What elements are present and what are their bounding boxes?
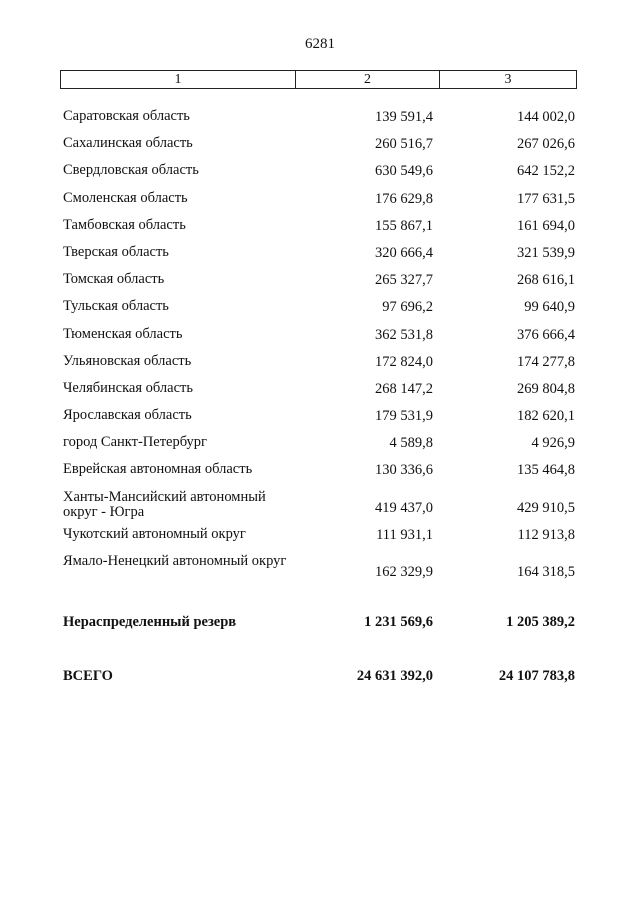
region-value-2: 155 867,1 [375,217,433,234]
reserve-value-3: 1 205 389,2 [506,614,575,630]
total-value-2: 24 631 392,0 [356,668,433,684]
region-name: Челябинская область [63,379,193,396]
region-name: Тверская область [63,243,169,260]
region-value-3: 182 620,1 [517,408,575,425]
region-name: Чукотский автономный округ [63,525,246,542]
region-value-2: 268 147,2 [375,380,433,397]
table-row [0,160,640,187]
table-row [0,242,640,269]
table-row [0,487,640,524]
region-value-3: 174 277,8 [517,353,575,370]
table-row [0,378,640,405]
region-value-3: 144 002,0 [517,109,575,125]
column-header-1: 1 [61,71,296,89]
region-value-2: 139 591,4 [375,109,433,125]
region-value-3: 269 804,8 [517,380,575,397]
column-header-3: 3 [440,71,577,89]
table-row [0,296,640,323]
region-value-2: 172 824,0 [375,353,433,370]
region-name: город Санкт-Петербург [63,434,208,451]
region-name: Тульская область [63,298,169,315]
region-value-2: 265 327,7 [375,272,433,289]
table-row [0,133,640,160]
region-value-3: 99 640,9 [524,299,575,316]
reserve-value-2: 1 231 569,6 [364,614,433,630]
table-row [0,324,640,351]
column-header-table [60,70,577,89]
region-value-2: 419 437,0 [375,499,433,516]
total-value-3: 24 107 783,8 [498,668,575,684]
region-value-2: 111 931,1 [376,526,433,543]
region-value-2: 162 329,9 [375,563,433,580]
table-row [0,351,640,378]
table-row [0,215,640,242]
page-number: 6281 [305,36,335,52]
region-value-2: 4 589,8 [389,435,433,452]
region-name: Тюменская область [63,325,183,342]
region-value-3: 161 694,0 [517,217,575,234]
region-value-3: 135 464,8 [517,462,575,479]
column-header-2: 2 [296,71,440,89]
table-row [0,459,640,486]
region-value-2: 176 629,8 [375,190,433,207]
region-value-2: 362 531,8 [375,326,433,343]
table-row [0,269,640,296]
region-name: Свердловская область [63,162,199,179]
region-value-3: 642 152,2 [517,163,575,180]
region-name: Сахалинская область [63,135,193,152]
region-value-3: 4 926,9 [531,435,575,452]
region-list [0,106,640,588]
region-name: Смоленская область [63,189,188,206]
table-row [0,106,640,133]
region-value-2: 320 666,4 [375,244,433,261]
region-value-3: 268 616,1 [517,272,575,289]
region-value-3: 164 318,5 [517,563,575,580]
region-name: Ярославская область [63,407,192,424]
region-name: Ульяновская область [63,352,192,369]
region-value-2: 97 696,2 [382,299,433,316]
region-name: Саратовская область [63,108,190,124]
reserve-label: Нераспределенный резерв [63,614,237,630]
table-row [0,524,640,551]
region-name: Тамбовская область [63,216,186,233]
table-row [0,188,640,215]
region-value-3: 429 910,5 [517,499,575,516]
table-row [0,432,640,459]
region-value-2: 179 531,9 [375,408,433,425]
table-row [0,405,640,432]
region-value-3: 112 913,8 [517,526,575,543]
region-value-3: 177 631,5 [517,190,575,207]
region-value-3: 321 539,9 [517,244,575,261]
region-name: Томская область [63,271,165,288]
region-value-2: 260 516,7 [375,136,433,153]
table-row [0,551,640,588]
region-value-2: 630 549,6 [375,163,433,180]
total-label: ВСЕГО [63,668,113,684]
region-name: Еврейская автономная область [63,461,253,478]
region-name: Ханты-Мансийский автономный округ - Югра [63,488,266,520]
region-name: Ямало-Ненецкий автономный округ [63,552,287,569]
region-value-2: 130 336,6 [375,462,433,479]
region-value-3: 267 026,6 [517,136,575,153]
region-value-3: 376 666,4 [517,326,575,343]
